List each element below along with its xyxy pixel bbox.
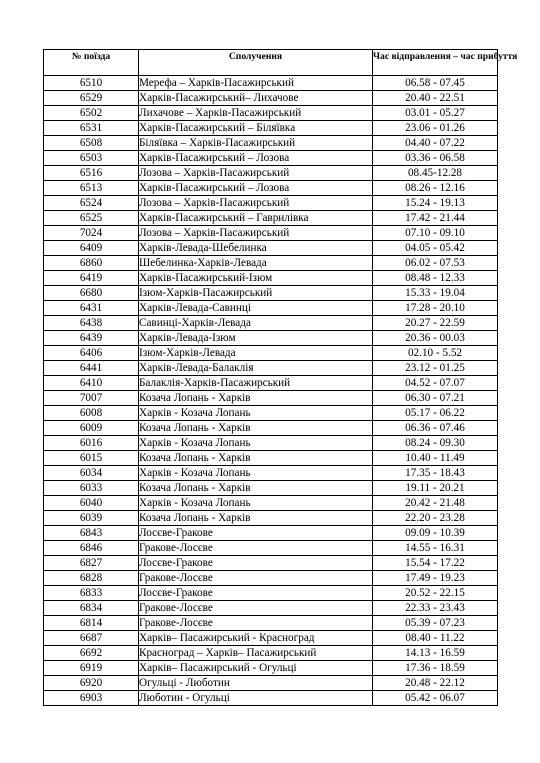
train-number-cell: 6834 — [44, 601, 139, 616]
route-cell: Красноград – Харків– Пасажирський — [139, 646, 373, 661]
table-row — [44, 316, 498, 331]
time-cell: 03.36 - 06.58 — [373, 151, 498, 166]
route-cell: Харків - Козача Лопань — [139, 406, 373, 421]
time-cell: 17.36 - 18.59 — [373, 661, 498, 676]
table-row — [44, 421, 498, 436]
route-cell: Лосєве-Гракове — [139, 586, 373, 601]
time-cell: 20.48 - 22.12 — [373, 676, 498, 691]
route-cell: Огульці - Люботин — [139, 676, 373, 691]
time-cell: 06.30 - 07.21 — [373, 391, 498, 406]
route-cell: Харків-Пасажирський– Лихачове — [139, 91, 373, 106]
route-cell: Харків - Козача Лопань — [139, 466, 373, 481]
table-row — [44, 526, 498, 541]
table-row — [44, 496, 498, 511]
train-number-cell: 6009 — [44, 421, 139, 436]
time-cell: 20.52 - 22.15 — [373, 586, 498, 601]
table-row — [44, 616, 498, 631]
table-row — [44, 601, 498, 616]
time-cell: 14.13 - 16.59 — [373, 646, 498, 661]
time-cell: 05.17 - 06.22 — [373, 406, 498, 421]
table-row — [44, 91, 498, 106]
route-cell: Гракове-Лосєве — [139, 541, 373, 556]
table-row — [44, 676, 498, 691]
header-train-number: № поїзда — [44, 50, 139, 76]
route-cell: Козача Лопань - Харків — [139, 481, 373, 496]
time-cell: 17.28 - 20.10 — [373, 301, 498, 316]
table-row — [44, 271, 498, 286]
table-row — [44, 241, 498, 256]
time-cell: 08.45-12.28 — [373, 166, 498, 181]
route-cell: Лосєве-Гракове — [139, 556, 373, 571]
train-number-cell: 6508 — [44, 136, 139, 151]
time-cell: 04.05 - 05.42 — [373, 241, 498, 256]
table-row — [44, 106, 498, 121]
train-number-cell: 6431 — [44, 301, 139, 316]
time-cell: 20.36 - 00.03 — [373, 331, 498, 346]
table-row — [44, 301, 498, 316]
table-row — [44, 541, 498, 556]
table-row — [44, 661, 498, 676]
train-number-cell: 6439 — [44, 331, 139, 346]
time-cell: 08.40 - 11.22 — [373, 631, 498, 646]
time-cell: 08.48 - 12.33 — [373, 271, 498, 286]
route-cell: Савинці-Харків-Левада — [139, 316, 373, 331]
train-number-cell: 6406 — [44, 346, 139, 361]
train-number-cell: 6503 — [44, 151, 139, 166]
train-number-cell: 6015 — [44, 451, 139, 466]
table-row — [44, 571, 498, 586]
train-number-cell: 6409 — [44, 241, 139, 256]
train-number-cell: 6033 — [44, 481, 139, 496]
table-row — [44, 436, 498, 451]
table-header-row — [44, 50, 498, 76]
table-row — [44, 196, 498, 211]
train-number-cell: 6510 — [44, 76, 139, 91]
time-cell: 04.52 - 07.07 — [373, 376, 498, 391]
train-number-cell: 6843 — [44, 526, 139, 541]
time-cell: 06.02 - 07.53 — [373, 256, 498, 271]
train-number-cell: 6827 — [44, 556, 139, 571]
train-number-cell: 6419 — [44, 271, 139, 286]
time-cell: 04.40 - 07.22 — [373, 136, 498, 151]
table-row — [44, 136, 498, 151]
time-cell: 15.54 - 17.22 — [373, 556, 498, 571]
time-cell: 15.24 - 19.13 — [373, 196, 498, 211]
route-cell: Шебелинка-Харків-Левада — [139, 256, 373, 271]
time-cell: 22.20 - 23.28 — [373, 511, 498, 526]
train-number-cell: 7024 — [44, 226, 139, 241]
time-cell: 02.10 - 5.52 — [373, 346, 498, 361]
table-row — [44, 376, 498, 391]
train-number-cell: 6438 — [44, 316, 139, 331]
train-number-cell: 6687 — [44, 631, 139, 646]
table-row — [44, 451, 498, 466]
train-number-cell: 6846 — [44, 541, 139, 556]
table-row — [44, 481, 498, 496]
train-number-cell: 6692 — [44, 646, 139, 661]
train-number-cell: 6903 — [44, 691, 139, 706]
table-row — [44, 151, 498, 166]
route-cell: Харків-Пасажирський-Ізюм — [139, 271, 373, 286]
train-number-cell: 6441 — [44, 361, 139, 376]
time-cell: 10.40 - 11.49 — [373, 451, 498, 466]
time-cell: 23.06 - 01.26 — [373, 121, 498, 136]
table-row — [44, 331, 498, 346]
table-row — [44, 511, 498, 526]
train-number-cell: 6016 — [44, 436, 139, 451]
table-row — [44, 211, 498, 226]
train-number-cell: 6516 — [44, 166, 139, 181]
route-cell: Харків-Левада-Ізюм — [139, 331, 373, 346]
route-cell: Лосєве-Гракове — [139, 526, 373, 541]
table-row — [44, 361, 498, 376]
time-cell: 09.09 - 10.39 — [373, 526, 498, 541]
train-schedule-table — [43, 49, 518, 706]
time-cell: 05.42 - 06.07 — [373, 691, 498, 706]
route-cell: Люботин - Огульці — [139, 691, 373, 706]
table-row — [44, 286, 498, 301]
route-cell: Харків-Пасажирський – Біляївка — [139, 121, 373, 136]
table-row — [44, 76, 498, 91]
table-row — [44, 181, 498, 196]
time-cell: 05.39 - 07.23 — [373, 616, 498, 631]
route-cell: Харків - Козача Лопань — [139, 436, 373, 451]
time-cell: 22.33 - 23.43 — [373, 601, 498, 616]
table-row — [44, 466, 498, 481]
table-row — [44, 646, 498, 661]
train-number-cell: 6502 — [44, 106, 139, 121]
route-cell: Харків– Пасажирський - Огульці — [139, 661, 373, 676]
time-cell: 20.42 - 21.48 — [373, 496, 498, 511]
time-cell: 08.24 - 09.30 — [373, 436, 498, 451]
route-cell: Лозова – Харків-Пасажирський — [139, 166, 373, 181]
route-cell: Харків– Пасажирський - Красноград — [139, 631, 373, 646]
route-cell: Мерефа – Харків-Пасажирський — [139, 76, 373, 91]
route-cell: Лозова – Харків-Пасажирський — [139, 226, 373, 241]
table-row — [44, 256, 498, 271]
train-number-cell: 6814 — [44, 616, 139, 631]
route-cell: Козача Лопань - Харків — [139, 451, 373, 466]
route-cell: Харків - Козача Лопань — [139, 496, 373, 511]
train-number-cell: 6920 — [44, 676, 139, 691]
route-cell: Лозова – Харків-Пасажирський — [139, 196, 373, 211]
time-cell: 14.55 - 16.31 — [373, 541, 498, 556]
route-cell: Козача Лопань - Харків — [139, 421, 373, 436]
route-cell: Гракове-Лосєве — [139, 616, 373, 631]
train-number-cell: 6529 — [44, 91, 139, 106]
route-cell: Харків-Пасажирський – Лозова — [139, 151, 373, 166]
time-cell: 17.35 - 18.43 — [373, 466, 498, 481]
route-cell: Харків-Левада-Балаклія — [139, 361, 373, 376]
train-number-cell: 6410 — [44, 376, 139, 391]
train-number-cell: 6860 — [44, 256, 139, 271]
table-row — [44, 691, 498, 706]
train-number-cell: 6034 — [44, 466, 139, 481]
table-row — [44, 346, 498, 361]
table-row — [44, 631, 498, 646]
time-cell: 23.12 - 01.25 — [373, 361, 498, 376]
time-cell: 06.36 - 07.46 — [373, 421, 498, 436]
header-route: Сполучення — [139, 50, 373, 76]
table-row — [44, 166, 498, 181]
table-body — [44, 76, 498, 706]
train-number-cell: 6531 — [44, 121, 139, 136]
train-number-cell: 6828 — [44, 571, 139, 586]
time-cell: 20.40 - 22.51 — [373, 91, 498, 106]
route-cell: Харків-Пасажирський – Гаврилівка — [139, 211, 373, 226]
table-row — [44, 391, 498, 406]
route-cell: Ізюм-Харків-Левада — [139, 346, 373, 361]
time-cell: 20.27 - 22.59 — [373, 316, 498, 331]
route-cell: Харків-Левада-Савинці — [139, 301, 373, 316]
header-departure-arrival-time: Час відправлення – час прибуття — [373, 50, 498, 76]
train-number-cell: 6833 — [44, 586, 139, 601]
time-cell: 07.10 - 09.10 — [373, 226, 498, 241]
time-cell: 06.58 - 07.45 — [373, 76, 498, 91]
route-cell: Балаклія-Харків-Пасажирський — [139, 376, 373, 391]
table-row — [44, 121, 498, 136]
train-number-cell: 6040 — [44, 496, 139, 511]
time-cell: 19.11 - 20.21 — [373, 481, 498, 496]
train-number-cell: 6919 — [44, 661, 139, 676]
table-row — [44, 586, 498, 601]
route-cell: Гракове-Лосєве — [139, 571, 373, 586]
table-row — [44, 556, 498, 571]
train-number-cell: 6513 — [44, 181, 139, 196]
route-cell: Козача Лопань - Харків — [139, 511, 373, 526]
table-row — [44, 406, 498, 421]
route-cell: Ізюм-Харків-Пасажирський — [139, 286, 373, 301]
time-cell: 08.26 - 12.16 — [373, 181, 498, 196]
train-number-cell: 6524 — [44, 196, 139, 211]
route-cell: Харків-Левада-Шебелинка — [139, 241, 373, 256]
route-cell: Лихачове – Харків-Пасажирський — [139, 106, 373, 121]
time-cell: 17.42 - 21.44 — [373, 211, 498, 226]
route-cell: Харків-Пасажирський – Лозова — [139, 181, 373, 196]
train-number-cell: 7007 — [44, 391, 139, 406]
time-cell: 03.01 - 05.27 — [373, 106, 498, 121]
train-number-cell: 6525 — [44, 211, 139, 226]
train-number-cell: 6008 — [44, 406, 139, 421]
route-cell: Біляївка – Харків-Пасажирський — [139, 136, 373, 151]
time-cell: 15.33 - 19.04 — [373, 286, 498, 301]
train-number-cell: 6039 — [44, 511, 139, 526]
train-number-cell: 6680 — [44, 286, 139, 301]
route-cell: Гракове-Лосєве — [139, 601, 373, 616]
time-cell: 17.49 - 19.23 — [373, 571, 498, 586]
route-cell: Козача Лопань - Харків — [139, 391, 373, 406]
table-row — [44, 226, 498, 241]
